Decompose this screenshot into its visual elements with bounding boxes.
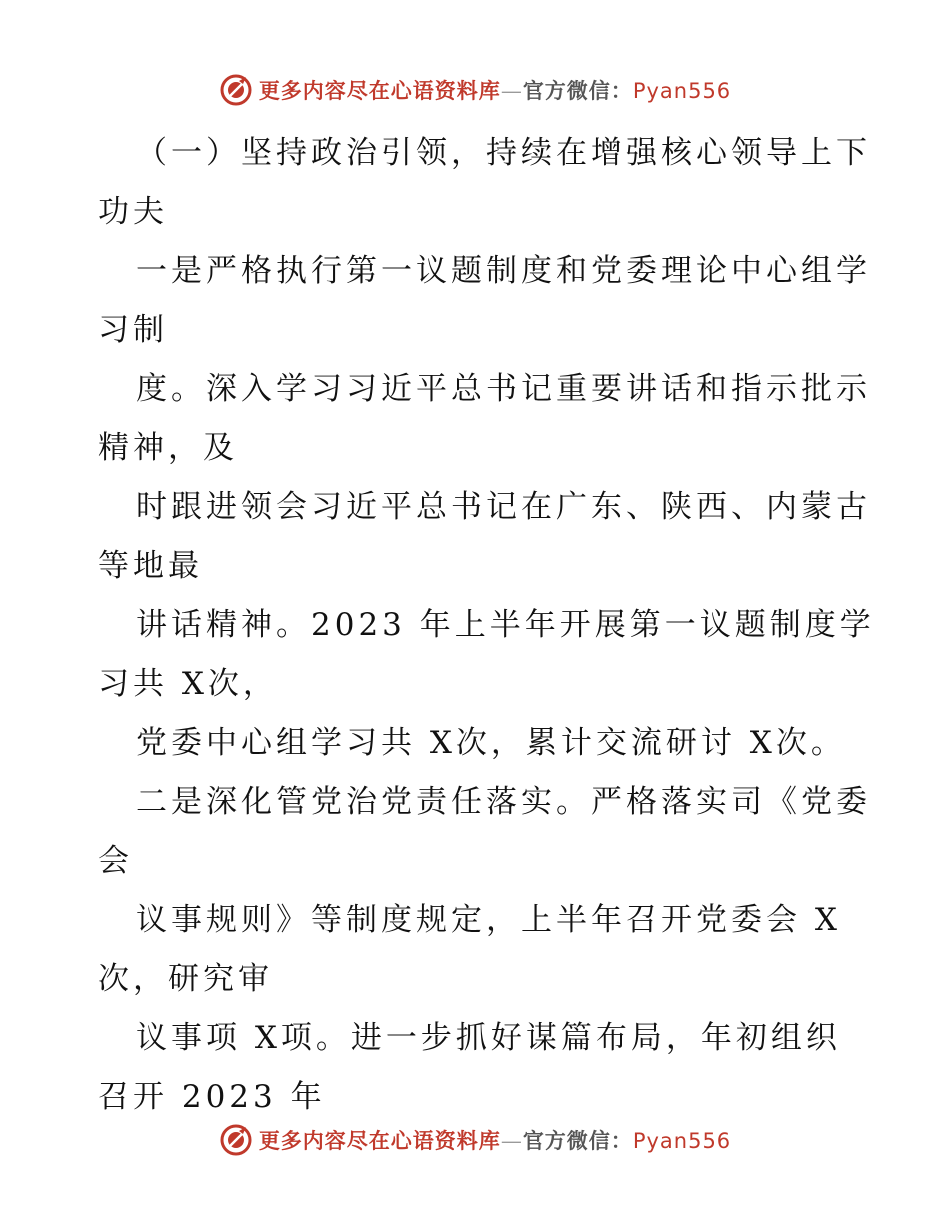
body-line: 习共 X次，: [98, 666, 278, 702]
header-wechat-id: Pyan556: [632, 79, 732, 103]
heading-line: （一）坚持政治引领，持续在增强核心领导上下: [136, 135, 871, 171]
seal-logo-icon: [219, 1123, 253, 1157]
footer-brand: 更多内容尽在心语资料库: [258, 1128, 501, 1153]
footer-wechat-id: Pyan556: [632, 1129, 732, 1153]
document-body: [98, 124, 875, 1127]
header-brand: 更多内容尽在心语资料库: [258, 78, 501, 103]
header-separator: —: [500, 79, 523, 103]
body-line: 度。深入学习习近平总书记重要讲话和指示批示: [136, 371, 871, 407]
footer-banner: [0, 1120, 950, 1160]
body-line: 精神，及: [98, 430, 238, 466]
body-line: 时跟进领会习近平总书记在广东、陕西、内蒙古: [136, 489, 871, 525]
footer-separator: —: [500, 1129, 523, 1153]
body-line: 召开 2023 年: [98, 1079, 326, 1115]
body-line: 等地最: [98, 548, 203, 584]
header-banner-text: [259, 75, 731, 105]
body-line: 次，研究审: [98, 961, 273, 997]
footer-banner-text: [259, 1125, 731, 1155]
body-line: 功夫: [98, 194, 168, 230]
footer-wechat-label: 官方微信：: [522, 1128, 633, 1153]
body-line: 习制: [98, 312, 168, 348]
body-line: 一是严格执行第一议题制度和党委理论中心组学: [136, 253, 871, 289]
body-line: 议事项 X项。进一步抓好谋篇布局，年初组织: [136, 1020, 841, 1056]
body-line: 讲话精神。2023 年上半年开展第一议题制度学: [136, 607, 875, 643]
seal-logo-icon: [219, 73, 253, 107]
body-line: 党委中心组学习共 X次，累计交流研讨 X次。: [136, 725, 846, 761]
body-line: 二是深化管党治党责任落实。严格落实司《党委: [136, 784, 871, 820]
header-banner: [0, 70, 950, 110]
header-wechat-label: 官方微信：: [522, 78, 633, 103]
body-line: 会: [98, 843, 133, 879]
body-line: 议事规则》等制度规定，上半年召开党委会 X: [136, 902, 841, 938]
